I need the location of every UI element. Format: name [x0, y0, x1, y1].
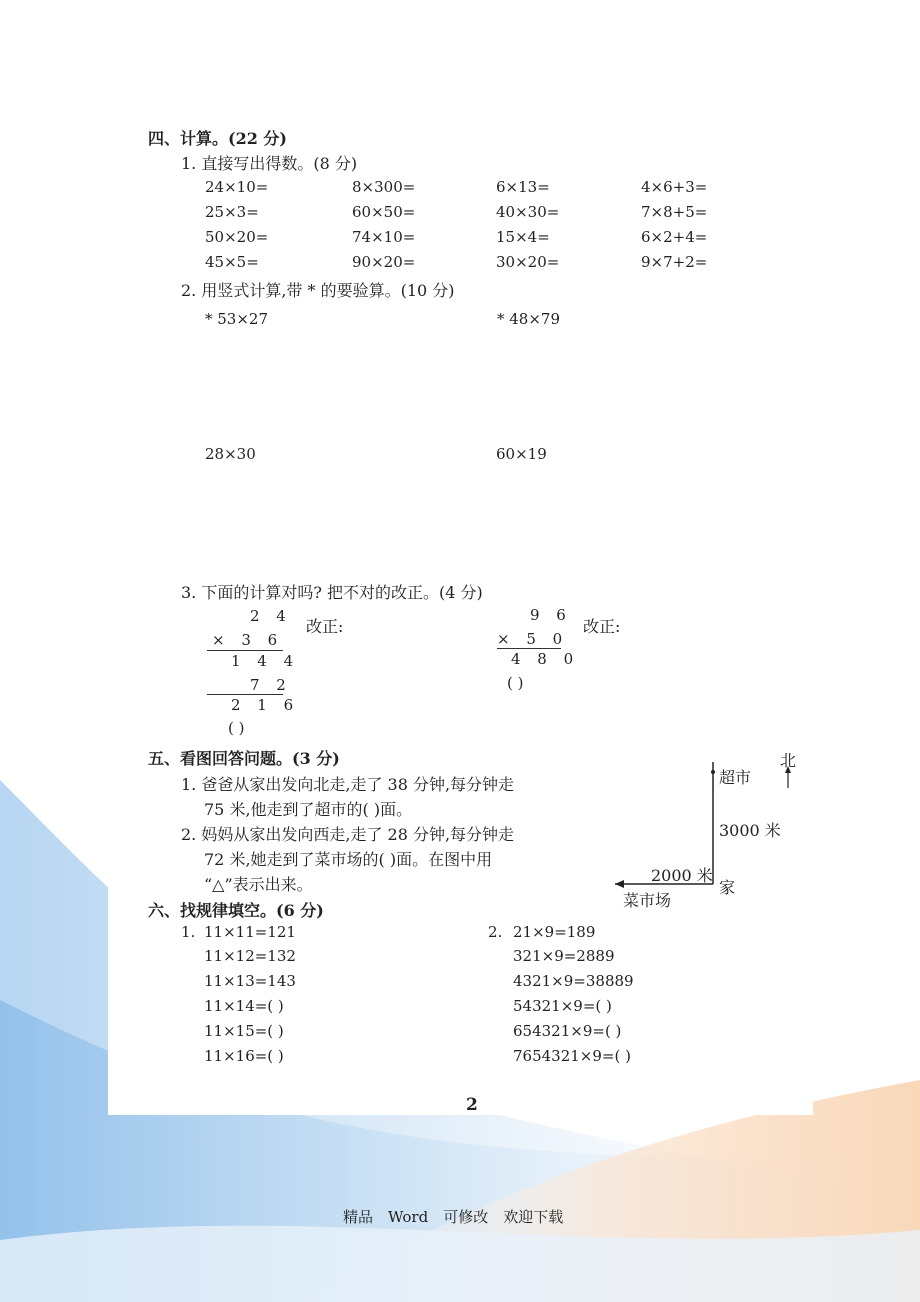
calc-rule	[207, 650, 283, 651]
q3-title: 3. 下面的计算对吗? 把不对的改正。(4 分)	[181, 583, 483, 602]
calc-rule	[207, 694, 283, 695]
pattern-line: 321×9=2889	[513, 947, 615, 965]
calc-rule	[497, 648, 561, 649]
footer-text: 精品 Word 可修改 欢迎下载	[343, 1208, 564, 1226]
multiplicand: 2 4	[250, 607, 292, 625]
product: 4 8 0	[511, 650, 580, 668]
market-label: 菜市场	[623, 891, 672, 910]
home-label: 家	[719, 878, 736, 897]
pattern-2-label: 2.	[488, 923, 503, 941]
partial-product: 7 2	[250, 676, 292, 694]
q1-title: 1. 直接写出得数。(8 分)	[181, 154, 358, 173]
s5-q2-text: 72 米,她走到了菜市场的( )面。在图中用	[204, 850, 493, 869]
s5-q2-text: 2. 妈妈从家出发向西走,走了 28 分钟,每分钟走	[181, 825, 515, 844]
pattern-line: 11×12=132	[204, 947, 296, 965]
pattern-blank[interactable]: 654321×9=( )	[513, 1022, 622, 1040]
pattern-line: 11×11=121	[204, 923, 296, 941]
pattern-line: 11×13=143	[204, 972, 296, 990]
pattern-1-label: 1.	[181, 923, 196, 941]
north-distance-label: 3000 米	[719, 821, 781, 840]
partial-product: 1 4 4	[231, 652, 300, 670]
calc-item: 40×30=	[496, 203, 560, 221]
calc-item: 30×20=	[496, 253, 560, 271]
judge-blank[interactable]: ( )	[228, 719, 245, 737]
calc-item: 50×20=	[205, 228, 269, 246]
judge-blank[interactable]: ( )	[507, 674, 524, 692]
section-5-title: 五、看图回答问题。(3 分)	[148, 749, 340, 768]
pattern-blank[interactable]: 54321×9=( )	[513, 997, 612, 1015]
s5-q1-text: 1. 爸爸从家出发向北走,走了 38 分钟,每分钟走	[181, 775, 515, 794]
pattern-blank[interactable]: 11×14=( )	[204, 997, 284, 1015]
pattern-blank[interactable]: 11×16=( )	[204, 1047, 284, 1065]
vertical-calc-item: 60×19	[496, 445, 547, 463]
pattern-blank[interactable]: 11×15=( )	[204, 1022, 284, 1040]
vertical-calc-item: 28×30	[205, 445, 256, 463]
pattern-line: 21×9=189	[513, 923, 596, 941]
correction-label: 改正:	[306, 617, 344, 636]
section-6-title: 六、找规律填空。(6 分)	[148, 901, 324, 920]
west-arrowhead	[615, 880, 624, 888]
calc-item: 15×4=	[496, 228, 550, 246]
multiplier: × 3 6	[212, 631, 284, 649]
calc-item: 8×300=	[352, 178, 416, 196]
calc-item: 90×20=	[352, 253, 416, 271]
west-distance-label: 2000 米	[651, 866, 713, 885]
calc-item: 74×10=	[352, 228, 416, 246]
pattern-blank[interactable]: 7654321×9=( )	[513, 1047, 631, 1065]
calc-item: 7×8+5=	[641, 203, 708, 221]
correction-label: 改正:	[583, 617, 621, 636]
q2-title: 2. 用竖式计算,带 * 的要验算。(10 分)	[181, 281, 455, 300]
vertical-calc-item: * 48×79	[497, 310, 561, 328]
s5-q1-text: 75 米,他走到了超市的( )面。	[204, 800, 413, 819]
supermarket-point	[711, 770, 715, 774]
s5-q2-text: “△”表示出来。	[204, 875, 313, 894]
calc-item: 6×13=	[496, 178, 550, 196]
pattern-line: 4321×9=38889	[513, 972, 634, 990]
calc-item: 60×50=	[352, 203, 416, 221]
calc-item: 4×6+3=	[641, 178, 708, 196]
multiplicand: 9 6	[530, 606, 572, 624]
north-label: 北	[780, 751, 797, 770]
calc-item: 45×5=	[205, 253, 259, 271]
product: 2 1 6	[231, 696, 300, 714]
section-4-title: 四、计算。(22 分)	[148, 129, 287, 148]
calc-item: 25×3=	[205, 203, 259, 221]
supermarket-label: 超市	[719, 768, 752, 787]
calc-item: 24×10=	[205, 178, 269, 196]
multiplier: × 5 0	[497, 630, 569, 648]
vertical-calc-item: * 53×27	[205, 310, 269, 328]
calc-item: 9×7+2=	[641, 253, 708, 271]
page-number: 2	[466, 1095, 478, 1115]
calc-item: 6×2+4=	[641, 228, 708, 246]
